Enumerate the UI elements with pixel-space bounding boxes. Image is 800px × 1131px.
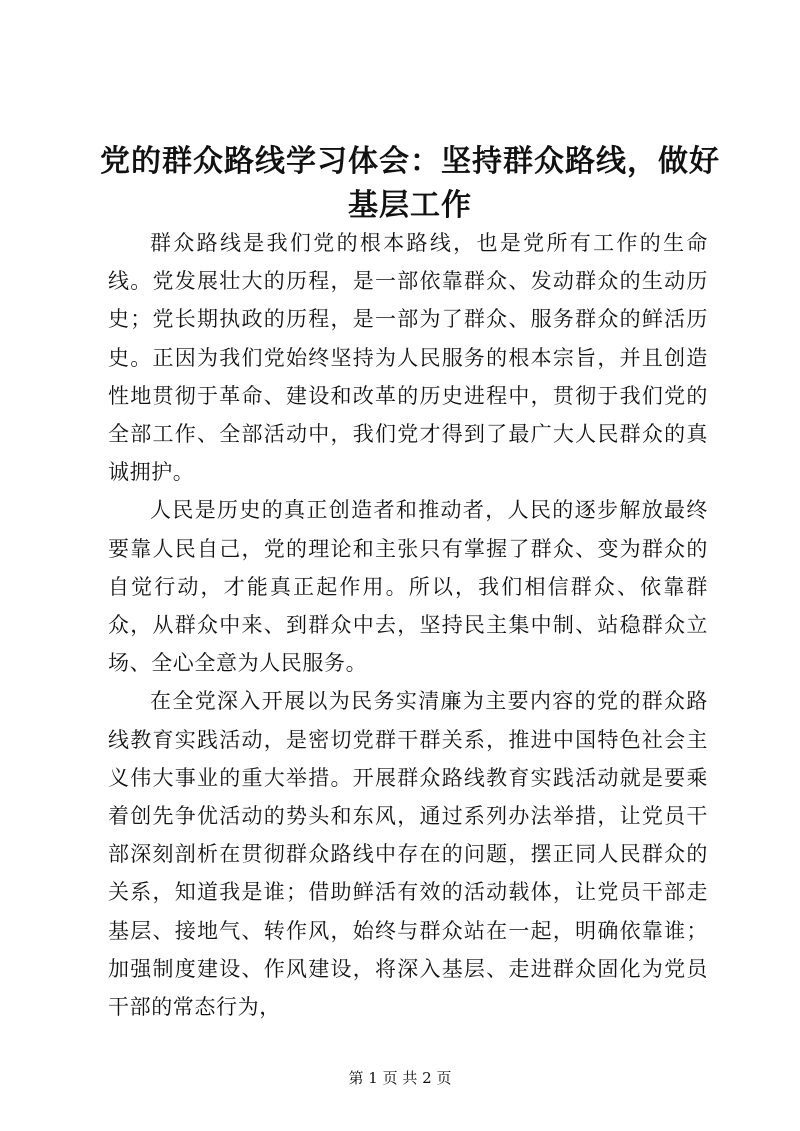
document-title: 党的群众路线学习体会：坚持群众路线，做好基层工作 [100,144,720,223]
paragraph-3: 在全党深入开展以为民务实清廉为主要内容的党的群众路线教育实践活动，是密切党群干群关系，推进中国特色社会主义伟大事业的重大举措。开展群众路线教育实践活动就是要乘着创先争优活动的势头和东风，通过系列办法举措，让党员干部深刻剖析在贯彻群众路线中存在的问题，摆正同人民群众的关系，知道我是谁；借助鲜活有效的活动载体，让党员干部走基层、接地气、转作风，始终与群众站在一起，明确依靠谁；加强制度建设、作风建设，将深入基层、走进群众固化为党员干部的常态行为， [108,689,708,1020]
document-body [108,224,708,1026]
paragraph-2: 人民是历史的真正创造者和推动者，人民的逐步解放最终要靠人民自己，党的理论和主张只有掌握了群众、变为群众的自觉行动，才能真正起作用。所以，我们相信群众、依靠群众，从群众中来、到群众中去，坚持民主集中制、站稳群众立场、全心全意为人民服务。 [108,498,708,676]
paragraph-1: 群众路线是我们党的根本路线，也是党所有工作的生命线。党发展壮大的历程，是一部依靠群众、发动群众的生动历史；党长期执政的历程，是一部为了群众、服务群众的鲜活历史。正因为我们党始终坚持为人民服务的根本宗旨，并且创造性地贯彻于革命、建设和改革的历史进程中，贯彻于我们党的全部工作、全部活动中，我们党才得到了最广大人民群众的真诚拥护。 [108,231,708,485]
page-number-footer: 第 1 页 共 2 页 [348,1069,452,1087]
